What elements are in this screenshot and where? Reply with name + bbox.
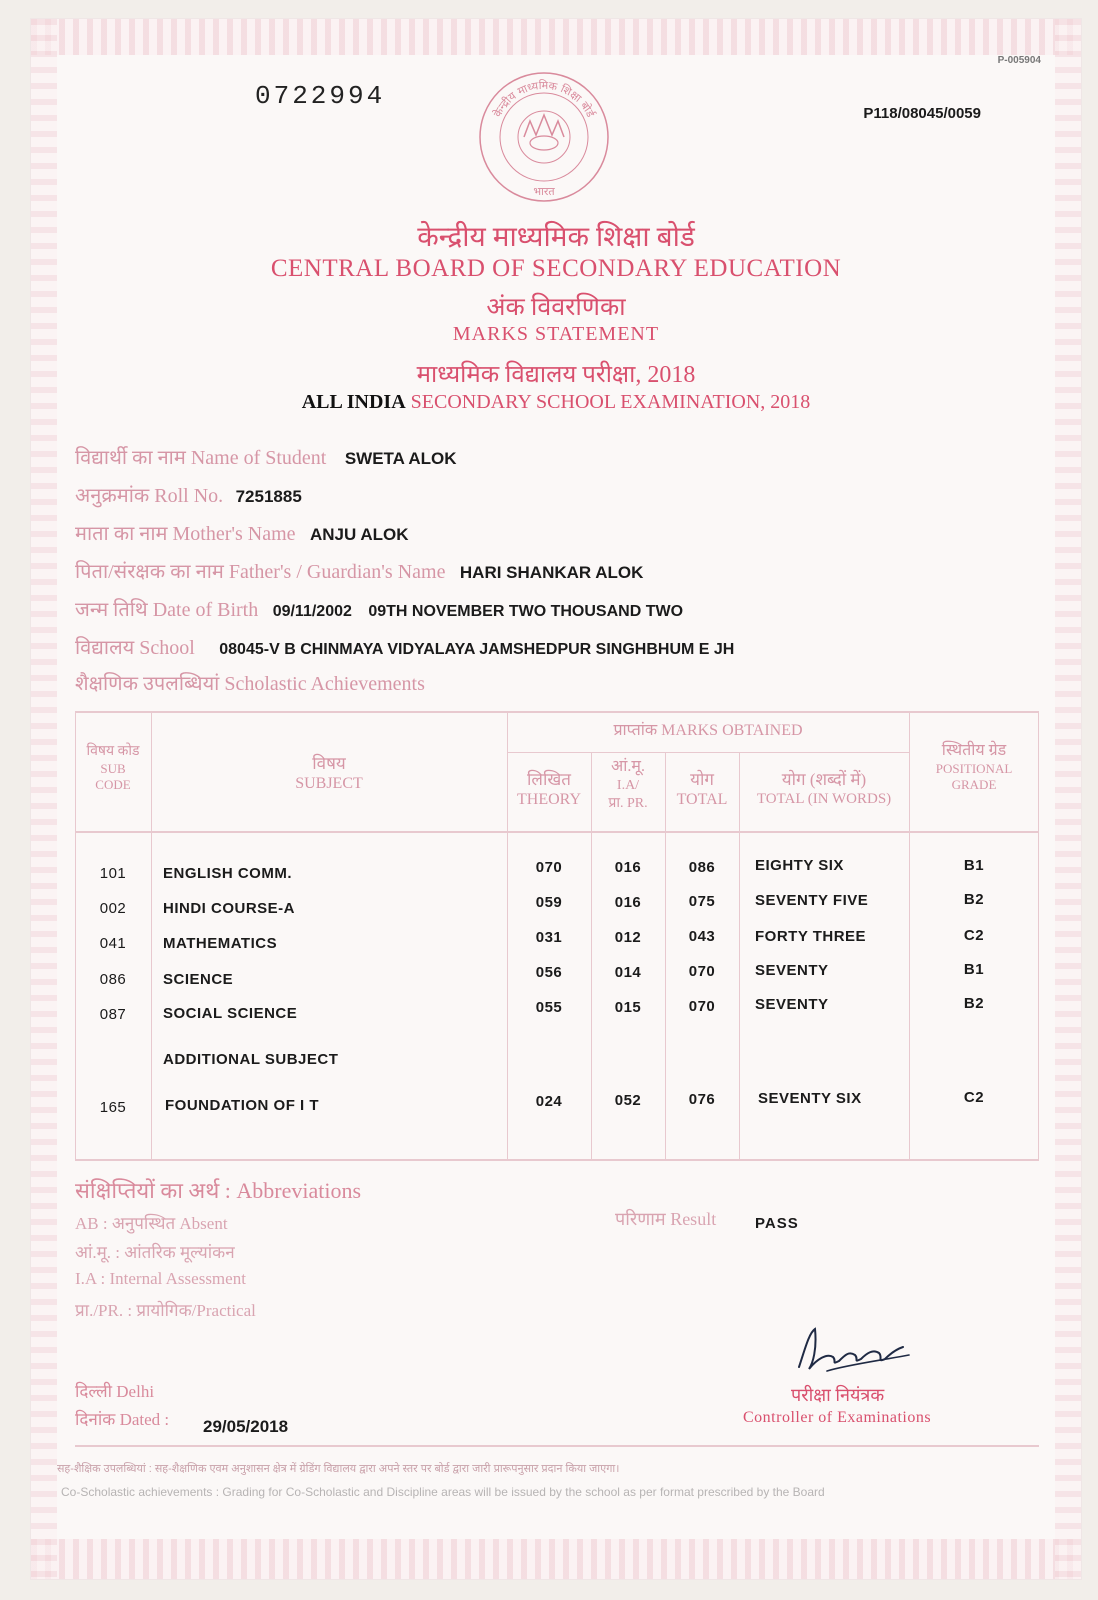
school-row	[75, 633, 734, 660]
abbreviations-title: संक्षिप्तियों का अर्थ : Abbreviations	[75, 1178, 362, 1203]
father-name-label: पिता/संरक्षक का नाम Father's / Guardian's Name	[75, 561, 446, 583]
header-total-in-words: योग (शब्दों में) TOTAL (IN WORDS)	[756, 770, 892, 808]
signature-title-hindi: परीक्षा नियंत्रक	[791, 1385, 885, 1405]
statement-title-english: MARKS STATEMENT	[452, 323, 660, 345]
student-name-label: विद्यार्थी का नाम Name of Student	[75, 447, 327, 469]
board-name-english: CENTRAL BOARD OF SECONDARY EDUCATION	[270, 255, 842, 282]
dob-row	[75, 595, 683, 622]
result-label: परिणाम Result	[615, 1209, 717, 1229]
header-ia: आं.मू. I.A/ प्रा. PR.	[608, 758, 648, 811]
decorative-border-bottom	[31, 1539, 1081, 1579]
co-scholastic-note-english: Co-Scholastic achievements : Grading for Co-Scholastic and Discipline areas will be issued by the school as per format prescribed by the Board	[61, 1485, 825, 1499]
mother-name: ANJU ALOK	[309, 525, 409, 544]
student-name-row	[75, 443, 457, 470]
statement-title-hindi: अंक विवरणिका	[486, 294, 626, 321]
exam-title-hindi: माध्यमिक विद्यालय परीक्षा, 2018	[416, 362, 696, 388]
dated-label: दिनांक Dated :	[75, 1410, 170, 1429]
decorative-border-top	[31, 19, 1081, 55]
header-theory: लिखित THEORY	[517, 770, 581, 809]
header-total: योग TOTAL	[676, 770, 728, 809]
school-name: 08045-V B CHINMAYA VIDYALAYA JAMSHEDPUR SINGHBHUM E JH	[219, 641, 735, 658]
svg-text:केन्द्रीय माध्यमिक शिक्षा बोर्: केन्द्रीय माध्यमिक शिक्षा बोर्ड	[490, 78, 598, 120]
abbreviation-ia-english: I.A : Internal Assessment	[75, 1269, 246, 1288]
dob: 09/11/2002	[272, 603, 352, 620]
roll-number: 7251885	[235, 487, 302, 506]
exam-name: SECONDARY SCHOOL EXAMINATION, 2018	[410, 391, 811, 413]
abbreviation-practical: प्रा./PR. : प्रायोगिक/Practical	[75, 1301, 256, 1320]
additional-subject-label: ADDITIONAL SUBJECT	[163, 1051, 339, 1068]
roll-number-row	[75, 481, 302, 508]
header-positional-grade: स्थितीय ग्रेड POSITIONAL GRADE	[935, 742, 1013, 793]
mother-name-label: माता का नाम Mother's Name	[75, 523, 296, 545]
dob-in-words: 09TH NOVEMBER TWO THOUSAND TWO	[368, 603, 684, 620]
mother-name-row	[75, 519, 409, 546]
signature	[787, 1319, 917, 1379]
header-sub-code: विषय कोड SUB CODE	[86, 744, 140, 792]
reference-number: P118/08045/0059	[863, 105, 981, 122]
abbreviation-ia-hindi: आं.मू. : आंतरिक मूल्यांकन	[75, 1243, 235, 1262]
father-name: HARI SHANKAR ALOK	[459, 563, 644, 582]
result-value: PASS	[755, 1215, 799, 1232]
board-name-hindi: केन्द्रीय माध्यमिक शिक्षा बोर्ड	[417, 222, 695, 253]
cbse-seal-icon	[476, 69, 612, 205]
student-name: SWETA ALOK	[344, 449, 457, 468]
father-name-row	[75, 557, 643, 584]
scholastic-heading: शैक्षणिक उपलब्धियां Scholastic Achievements	[75, 673, 425, 695]
place: दिल्ली Delhi	[75, 1382, 155, 1401]
header-subject: विषय SUBJECT	[295, 754, 363, 793]
signature-title-english: Controller of Examinations	[743, 1409, 932, 1426]
marks-statement-sheet: P-005904 0722994 P118/08045/0059 केन्द्रीय माध्यमिक शिक्षा बोर्ड भारत केन्द्रीय माध्यमिक शिक्षा बोर्ड CENTRAL BOARD OF SECONDARY EDUCATION अंक विवरणिका MARKS STATEMENT माध्यमिक विद्यालय परीक्षा, 2018 ALL INDIA SECONDARY SCHOOL EXAMINATION, 2018 विद्यार्थी का नाम Name of Student SWETA ALOK अनुक्रमांक Roll No. 7251885 माता का नाम Mother's Name ANJU ALOK पिता/संरक्षक का नाम Father's / Guardian's Name HARI SHANKAR ALOK जन्म तिथि Date of Birth 09/11/2002 09TH NOVEMBER TWO THOUSAND TWO विद्यालय School 08045-V B CHINMAYA VIDYALAYA JAMSHEDPUR SINGHBHUM E JH शैक्षणिक उपलब्धियां Scholastic Achievements विषय कोड SUB CODE विषय SUBJECT प्राप्तांक MARKS OBTAINED लिखित THEORY आं.मू. I.A/ प्रा. PR. योग TOTAL योग (शब्दों में) TOTAL (IN WORDS) स्थितीय ग्रेड POSITIONAL GRADE 101 ENGLISH COMM. 070 016 086 EIGHTY SIX B1 002 HINDI COURSE-A 059 016 075 SEVENTY FIVE B2 041 MATHEMATICS 031 012 043 FORTY THREE C2 086 SCIENCE 056 014 070 SEVENTY B1 087 SOCIAL SCIENCE 055 015 070 SEVENTY B2 ADDITIONAL SUBJECT 165 FOUNDATION OF I T 024 052 076 SEVENTY SIX C2 संक्षिप्तियों का अर्थ : Abbreviations AB : अनुपस्थित Absent आं.मू. : आंतरिक मूल्यांकन I.A : Internal Assessment प्रा./PR. : प्रायोगिक/Practical परिणाम Result PASS दिल्ली Delhi दिनांक Dated : 29/05/2018 परीक्षा नियंत्रक Controller of Examinations सह-शैक्षिक उपलब्धियां : सह-शैक्षणिक एवम अनुशासन क्षेत्र में ग्रेडिंग विद्यालय द्वारा अपने स्तर पर बोर्ड द्वारा जारी प्रारूपनुसार प्रदान किया जाएगा। Co-Scholastic achievements : Grading for Co-Scholastic and Discipline areas will be issued by the school as per format prescribed by the Board	[30, 18, 1082, 1580]
certificate-number: 0722994	[255, 81, 386, 111]
dob-label: जन्म तिथि Date of Birth	[75, 599, 259, 621]
header-marks-obtained: प्राप्तांक MARKS OBTAINED	[613, 722, 803, 739]
exam-title-english	[31, 391, 1081, 414]
co-scholastic-note-hindi: सह-शैक्षिक उपलब्धियां : सह-शैक्षणिक एवम अनुशासन क्षेत्र में ग्रेडिंग विद्यालय द्वारा अपने स्तर पर बोर्ड द्वारा जारी प्रारूपनुसार प्रदान किया जाएगा।	[57, 1463, 620, 1475]
school-label: विद्यालय School	[75, 637, 195, 659]
svg-text:भारत: भारत	[533, 185, 555, 198]
abbreviation-absent: AB : अनुपस्थित Absent	[75, 1214, 228, 1233]
date-value: 29/05/2018	[203, 1417, 289, 1436]
roll-number-label: अनुक्रमांक Roll No.	[75, 485, 224, 507]
exam-prefix: ALL INDIA	[301, 391, 406, 413]
serial-number: P-005904	[997, 55, 1041, 66]
